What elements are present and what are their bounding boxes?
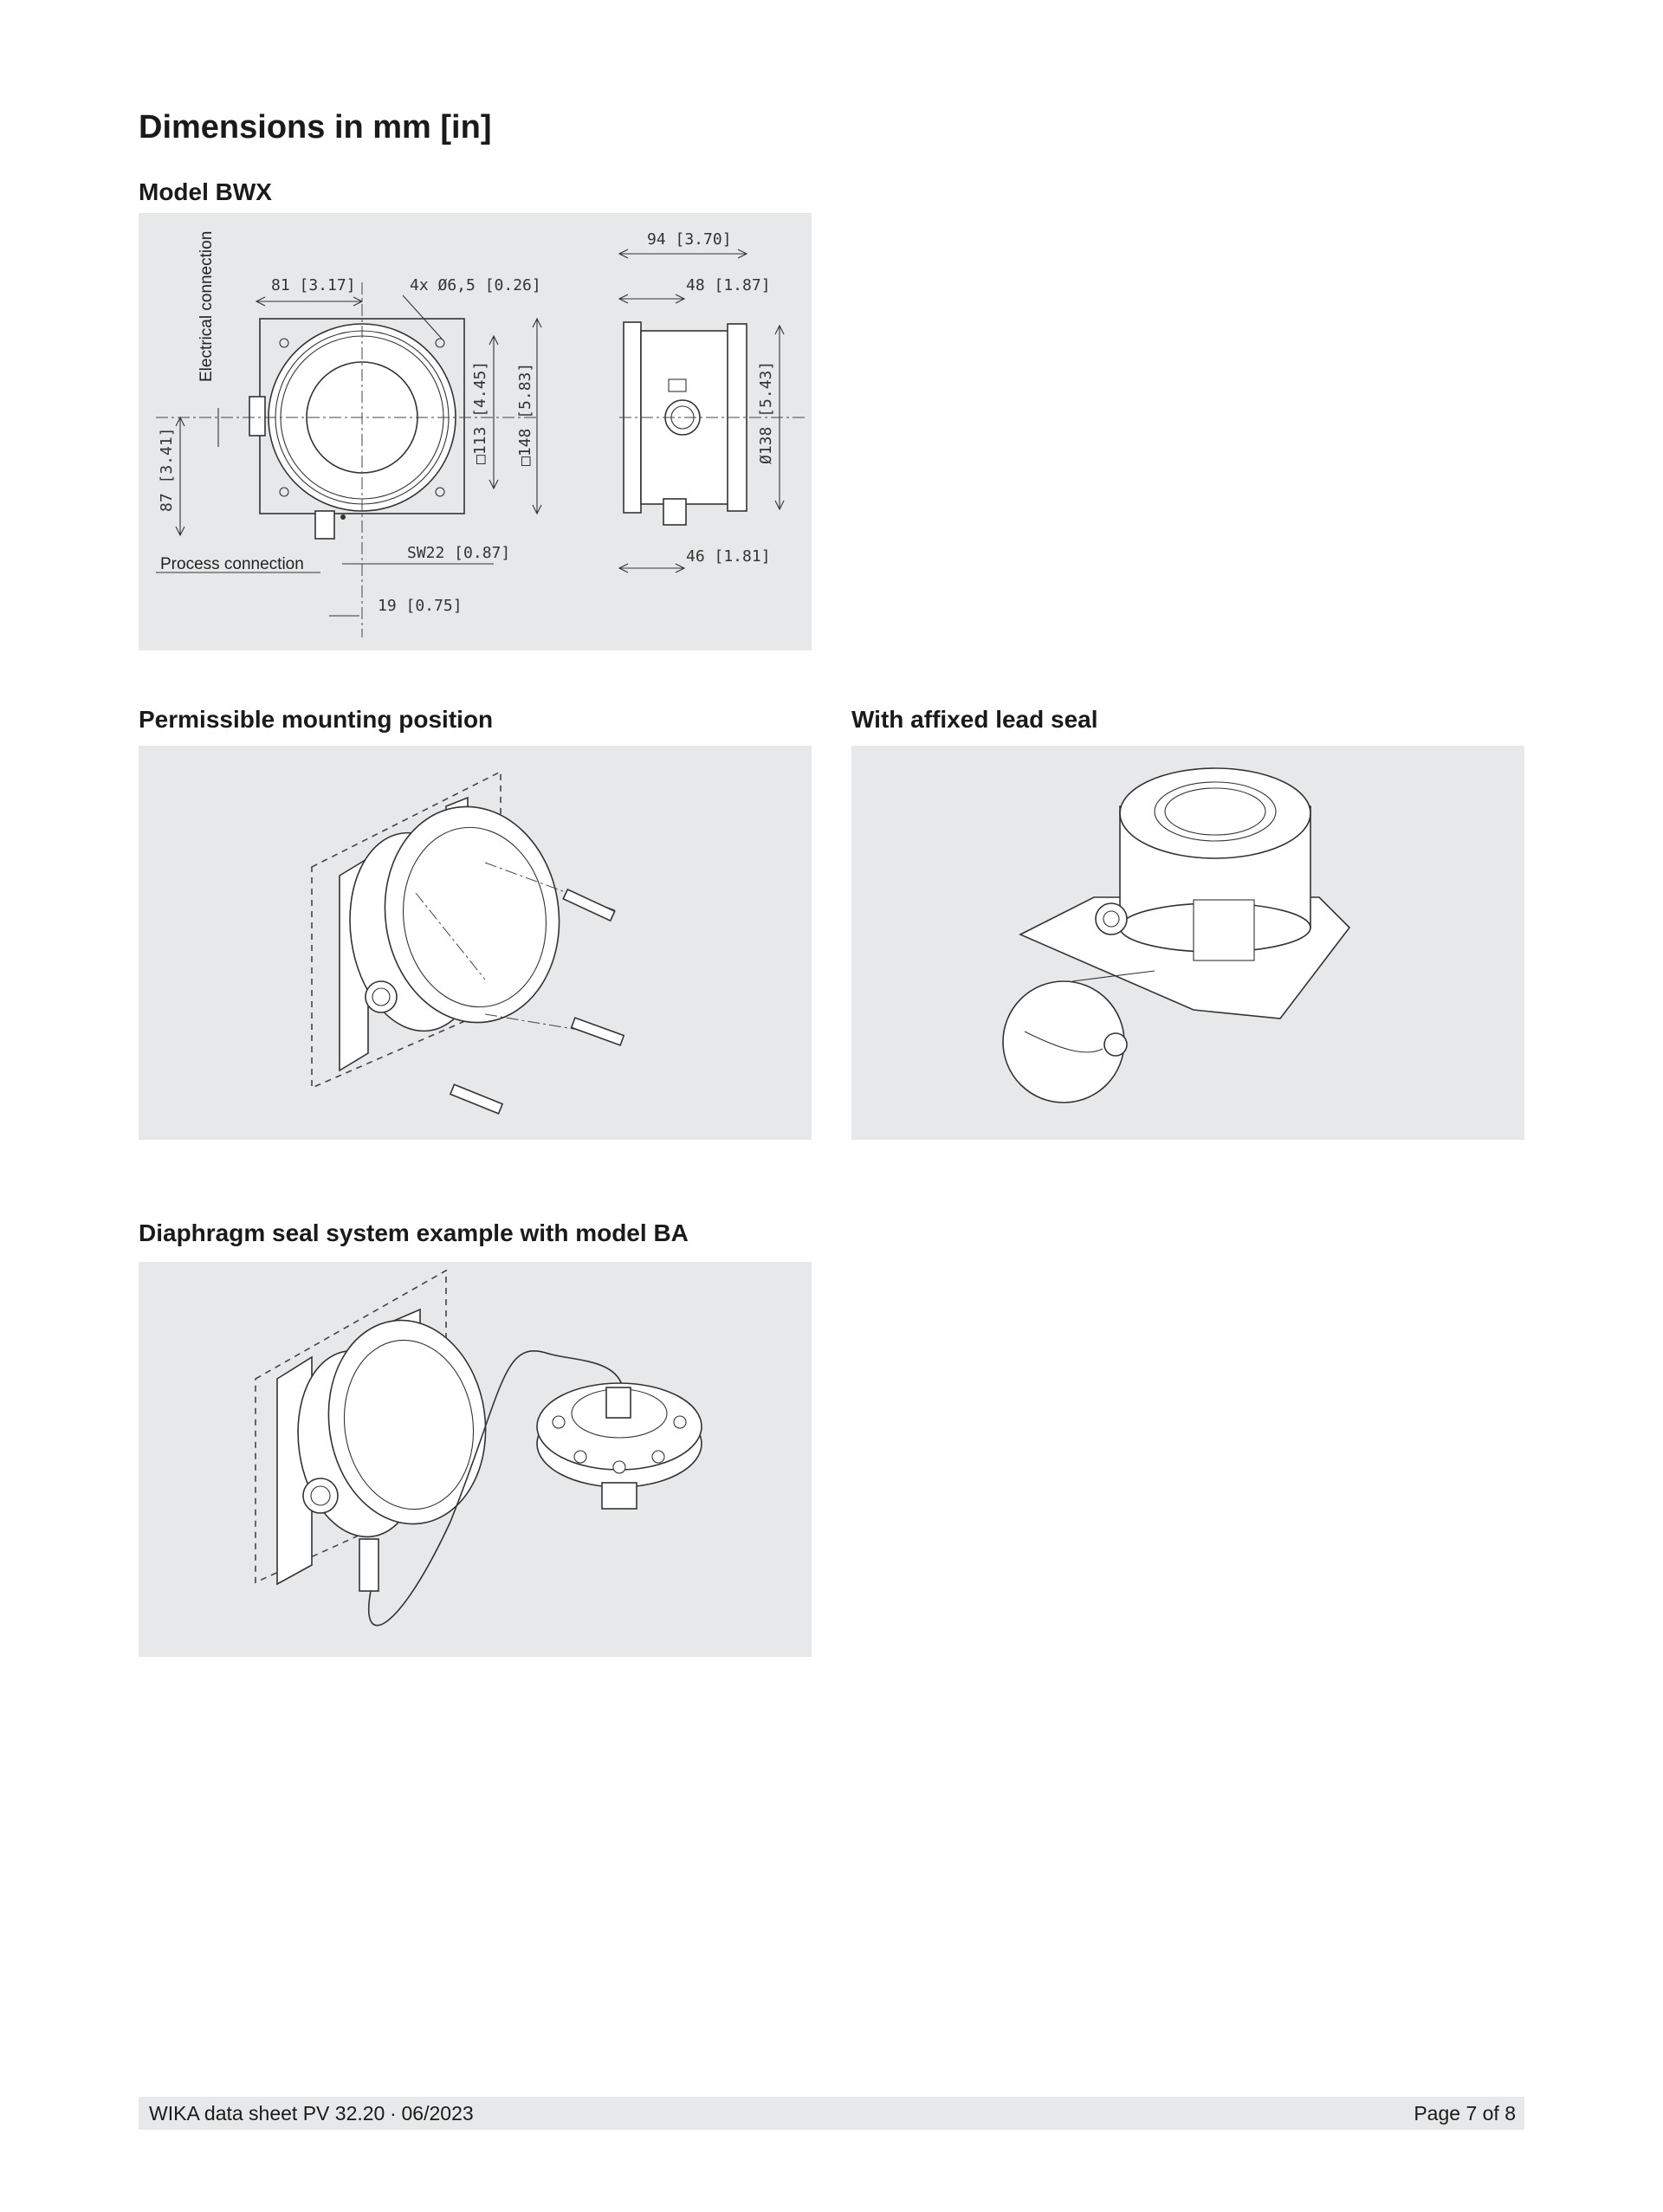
lead-seal-illustration-panel (851, 746, 1524, 1140)
dim-138: Ø138 [5.43] (757, 360, 775, 464)
dim-148: □148 [5.83] (516, 362, 534, 466)
mounting-illustration (139, 746, 812, 1140)
diaphragm-illustration (139, 1262, 812, 1657)
dim-87: 87 [3.41] (158, 427, 176, 512)
section-title-mounting: Permissible mounting position (139, 706, 494, 733)
gauge-port (359, 1539, 379, 1591)
dim-113: □113 [4.45] (471, 360, 489, 464)
dim-19: 19 [0.75] (378, 597, 463, 615)
screw (572, 1018, 624, 1045)
dim-4x-holes: 4x Ø6,5 [0.26] (410, 276, 541, 294)
mounting-hole (436, 339, 444, 347)
dim-94: 94 [3.70] (647, 230, 732, 249)
page-footer (139, 2097, 1524, 2130)
lead-seal-illustration (851, 746, 1524, 1140)
side-view (619, 230, 806, 572)
electrical-connection-label: Electrical connection (197, 230, 216, 382)
screw (450, 1084, 502, 1114)
mounting-hole (280, 339, 288, 347)
dim-sw22: SW22 [0.87] (407, 544, 511, 562)
section-title-diaphragm: Diaphragm seal system example with model BA (139, 1219, 689, 1246)
mounting-hole (436, 488, 444, 496)
front-view (156, 231, 541, 637)
dim-48: 48 [1.87] (686, 276, 771, 294)
mounting-illustration-panel (139, 746, 812, 1140)
page-title: Dimensions in mm [in] (139, 109, 492, 146)
dimension-drawing (139, 213, 812, 650)
mounting-hole (280, 488, 288, 496)
section-title-model-bwx: Model BWX (139, 178, 272, 205)
footer-page-number: Page 7 of 8 (1414, 2101, 1516, 2125)
section-title-lead-seal: With affixed lead seal (851, 706, 1098, 733)
process-connection-label: Process connection (160, 555, 304, 573)
screw (563, 889, 614, 921)
process-port (315, 511, 334, 539)
footer-document-id: WIKA data sheet PV 32.20 ∙ 06/2023 (149, 2101, 474, 2125)
dim-81: 81 [3.17] (271, 276, 356, 294)
dim-46: 46 [1.81] (686, 547, 771, 566)
electrical-gland (249, 397, 265, 436)
diaphragm-illustration-panel (139, 1262, 812, 1657)
dimension-drawing-panel (139, 213, 812, 650)
